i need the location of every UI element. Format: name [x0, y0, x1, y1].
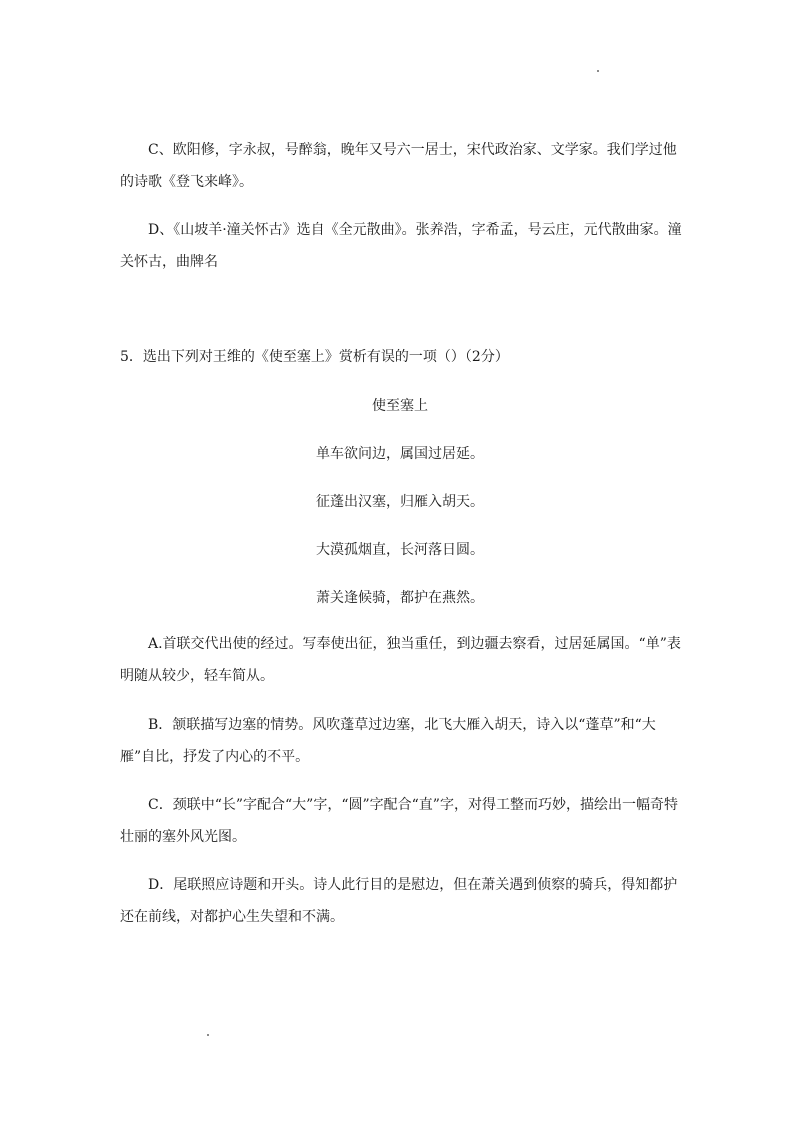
page-dot-top [597, 70, 599, 72]
poem-line: 萧关逢候骑，都护在燕然。 [316, 590, 484, 606]
answer-option-b: B．颔联描写边塞的情势。风吹蓬草过边塞，北飞大雁入胡天，诗入以“蓬草”和“大雁”自比，抒发了内心的不平。 [120, 717, 656, 765]
poem-line: 单车欲问边，属国过居延。 [316, 446, 484, 462]
answer-option-d: D．尾联照应诗题和开头。诗人此行目的是慰边，但在萧关遇到侦察的骑兵，得知都护还在前线，对都护心生失望和不满。 [120, 877, 678, 925]
page-dot-bottom [207, 1034, 209, 1036]
poem-title: 使至塞上 [372, 398, 428, 414]
poem-line: 征蓬出汉塞，归雁入胡天。 [316, 494, 484, 510]
option-d-text: D、《山坡羊·潼关怀古》选自《全元散曲》。张养浩，字希孟，号云庄，元代散曲家。潼关怀古，曲牌名 [120, 222, 682, 270]
answer-option-a: A.首联交代出使的经过。写奉使出征，独当重任，到边疆去察看，过居延属国。“单”表明随从较少，轻车简从。 [120, 636, 681, 684]
option-c-text: C、欧阳修，字永叔，号醉翁，晚年又号六一居士，宋代政治家、文学家。我们学过他的诗歌《登飞来峰》。 [120, 142, 677, 190]
answer-option-c: C．颈联中“长”字配合“大”字，“圆”字配合“直”字，对得工整而巧妙，描绘出一幅奇特壮丽的塞外风光图。 [120, 797, 678, 845]
question-5: 5．选出下列对王维的《使至塞上》赏析有误的一项（）（2分） [120, 349, 509, 365]
poem-line: 大漠孤烟直，长河落日圆。 [316, 542, 484, 558]
